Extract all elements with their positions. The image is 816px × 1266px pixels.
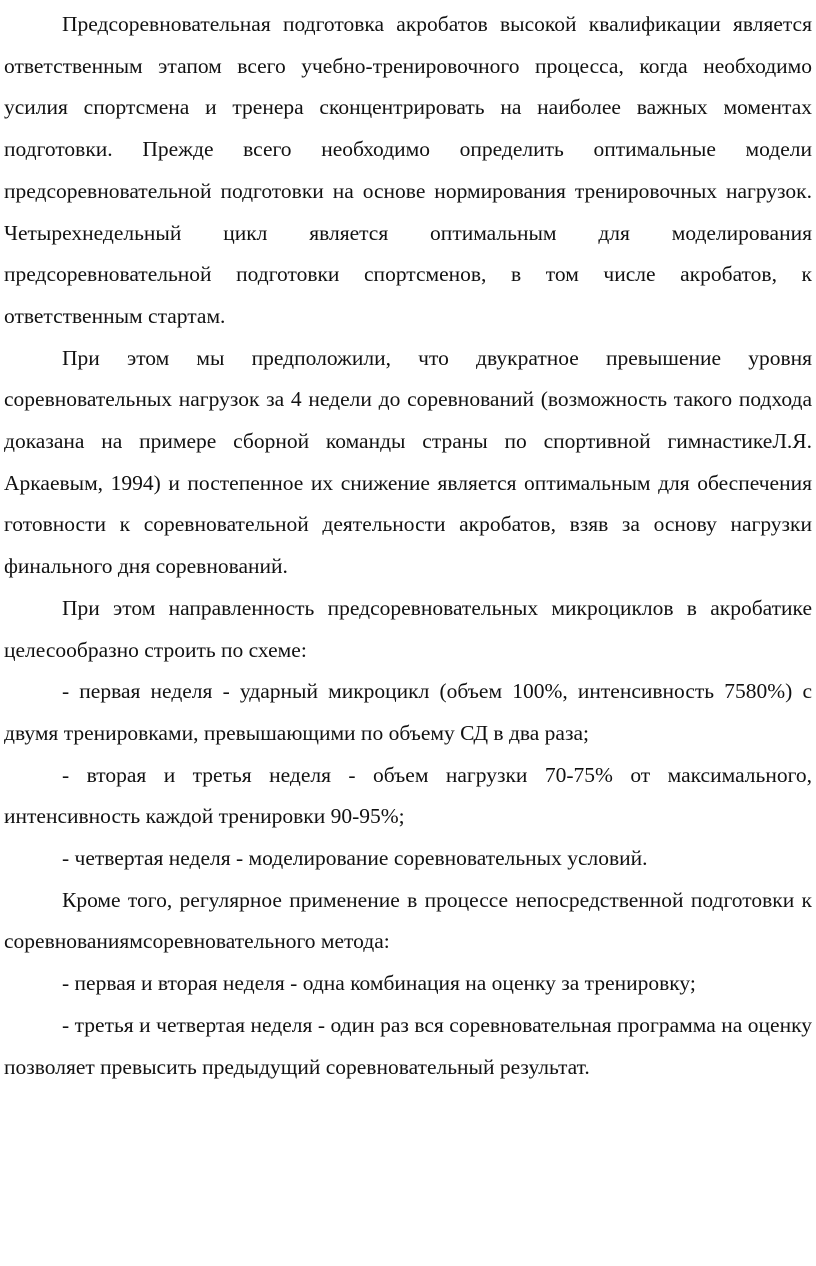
list-item-week-4: - четвертая неделя - моделирование соревновательных условий. [62, 846, 648, 871]
document-page [4, 0, 812, 1088]
list-item-week-1: - первая неделя - ударный микроцикл (объем 100%, интенсивность 7580%) с двумя тренировками, превышающими по объему СД в два раза; [4, 679, 812, 745]
paragraph-intro: Предсоревновательная подготовка акробатов высокой квалификации является ответственным этапом всего учебно-тренировочного процесса, когда необходимо усилия спортсмена и тренера сконцентрировать на наиболее важных моментах подготовки. Прежде всего необходимо определить оптимальные модели предсоревновательной подготовки на основе нормирования тренировочных нагрузок. Четырехнедельный цикл является оптимальным для моделирования предсоревновательной подготовки спортсменов, в том числе акробатов, к ответственным стартам. [4, 12, 812, 328]
list-item-method-week-1-2: - первая и вторая неделя - одна комбинация на оценку за тренировку; [62, 971, 696, 996]
paragraph-hypothesis: При этом мы предположили, что двукратное превышение уровня соревновательных нагрузок за 4 недели до соревнований (возможность такого подхода доказана на примере сборной команды страны по спортивной гимнастикеЛ.Я. Аркаевым, 1994) и постепенное их снижение является оптимальным для обеспечения готовности к соревновательной деятельности акробатов, взяв за основу нагрузки финального дня соревнований. [4, 345, 812, 579]
list-item-method-week-3-4: - третья и четвертая неделя - один раз вся соревновательная программа на оценку позволяет превысить предыдущий соревновательный результат. [4, 1012, 812, 1079]
paragraph-method-intro: Кроме того, регулярное применение в процессе непосредственной подготовки к соревнованиямсоревновательного метода: [4, 887, 812, 954]
list-item-week-2-3: - вторая и третья неделя - объем нагрузки 70-75% от максимального, интенсивность каждой тренировки 90-95%; [4, 762, 812, 829]
paragraph-scheme-intro: При этом направленность предсоревновательных микроциклов в акробатике целесообразно строить по схеме: [4, 595, 812, 662]
